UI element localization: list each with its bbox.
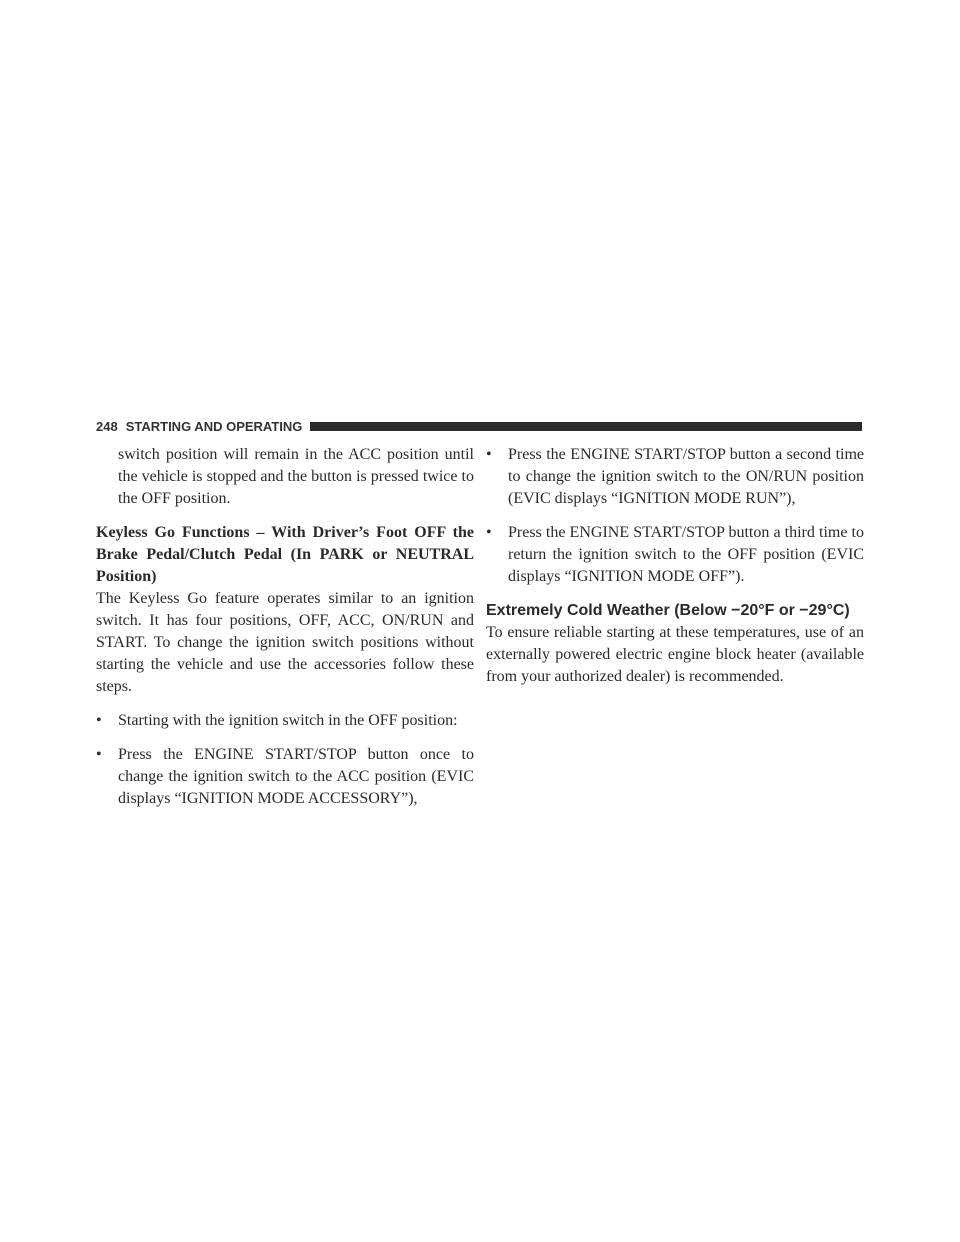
continuation-paragraph: switch position will remain in the ACC position until the vehicle is stopped and the button is pressed twice to the OFF position. — [118, 446, 474, 507]
keyless-go-subheading: Keyless Go Functions – With Driver’s Foot OFF the Brake Pedal/Clutch Pedal (In PARK or NEUTRAL Position) — [96, 524, 474, 585]
page-number: 248 — [96, 418, 118, 434]
header-rule — [310, 422, 862, 431]
bullet-icon: • — [96, 746, 102, 763]
list-item — [96, 710, 474, 732]
cold-weather-heading: Extremely Cold Weather (Below −20°F or −29°C) — [486, 602, 850, 619]
list-item-text: Press the ENGINE START/STOP button a third time to return the ignition switch to the OFF position (EVIC displays “IGNITION MODE OFF”). — [508, 524, 864, 585]
list-item-text: Press the ENGINE START/STOP button a second time to change the ignition switch to the ON/RUN position (EVIC displays “IGNITION MODE RUN”), — [508, 446, 864, 507]
list-item-text: Starting with the ignition switch in the OFF position: — [118, 712, 458, 729]
bullet-icon: • — [486, 446, 492, 463]
list-item — [486, 522, 864, 588]
intro-paragraph: The Keyless Go feature operates similar to an ignition switch. It has four positions, OFF, ACC, ON/RUN and START. To change the ignition switch positions without starting the vehicle and use the accessories follow these steps. — [96, 590, 474, 695]
left-column — [96, 444, 474, 822]
list-item-text: Press the ENGINE START/STOP button once to change the ignition switch to the ACC position (EVIC displays “IGNITION MODE ACCESSORY”), — [118, 746, 474, 807]
page-header — [96, 418, 862, 434]
list-item — [486, 444, 864, 510]
cold-weather-paragraph: To ensure reliable starting at these temperatures, use of an externally powered electric engine block heater (available from your authorized dealer) is recommended. — [486, 624, 864, 685]
list-item — [96, 744, 474, 810]
section-title: STARTING AND OPERATING — [125, 418, 303, 434]
bullet-icon: • — [96, 712, 102, 729]
bullet-icon: • — [486, 524, 492, 541]
right-column — [486, 444, 864, 700]
